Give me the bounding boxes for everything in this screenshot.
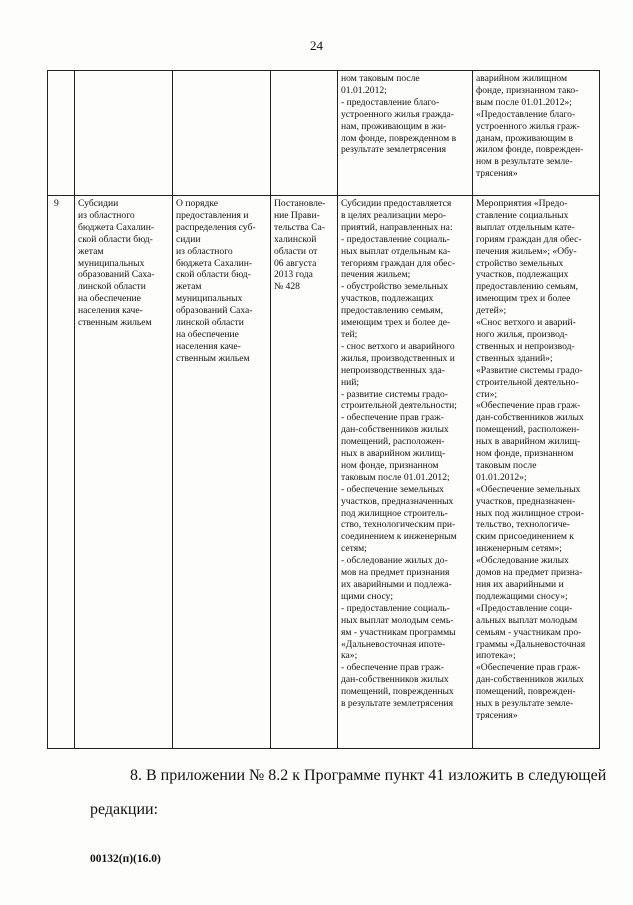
cell-text-line: Мероприятия «Предо- — [476, 198, 568, 209]
cell-text-line: граммы «Дальневосточная — [476, 638, 586, 650]
cell-text-line: - предоставление социаль- — [341, 602, 450, 614]
cell-text-line: выплат отдельным кате- — [476, 221, 575, 233]
cell-text-line: участков, подлежащих — [476, 269, 569, 281]
cell-text-line: «Обследование жилых — [476, 555, 569, 567]
cell-text-line: из областного — [176, 245, 233, 257]
cell-text-line: гориям граждан для обес- — [476, 233, 582, 245]
cell-text-line: 01.01.2012; — [341, 84, 387, 96]
cell-text-line: линской области — [176, 317, 244, 329]
cell-text-line: предоставления и — [176, 209, 249, 221]
cell-text-line: жетам — [78, 245, 104, 257]
cell-text-line: помещений, расположен- — [476, 424, 580, 436]
cell-text-line: дан-собственников жилых — [476, 674, 584, 686]
cell-text-line: «Предоставление соци- — [476, 602, 573, 614]
cell-text-line: О порядке — [176, 198, 219, 209]
cell-text-line: в результате землетрясения — [341, 698, 454, 710]
cell-text-line: таковым после 01.01.2012; — [341, 471, 450, 483]
cell-text-line: «Предоставление благо- — [476, 108, 576, 120]
cell-text-line: линской области — [78, 281, 146, 293]
cell-text-line: ственным жильем — [78, 317, 152, 329]
cell-text-line: мов на предмет признания — [341, 567, 450, 579]
cell-text-line: образований Саха- — [78, 269, 155, 281]
cell-text-line: нам, проживающим в жи- — [341, 120, 447, 132]
cell-text-line: ственных зданий»; — [476, 352, 553, 364]
cell-text-line: ка»; — [341, 650, 358, 662]
cell-text-line: ных в результате земле- — [476, 698, 574, 710]
cell-text-line: - развитие системы градо- — [341, 388, 448, 400]
cell-text-line: ской области бюд- — [78, 233, 153, 245]
cell-text-line: ного жилья, производ- — [476, 328, 568, 340]
program-table — [47, 70, 600, 749]
cell-text-line: устроенного жилья граж- — [476, 120, 580, 132]
cell-text-line: Субсидии предоставляется — [341, 198, 452, 209]
cell-text-line: «Развитие системы градо- — [476, 364, 583, 376]
cell-text-line: дан-собственников жилых — [341, 424, 449, 436]
cell-text-line: Постановле- — [274, 198, 326, 209]
cell-text-line: тельства Са- — [274, 221, 325, 233]
cell-text-line: на обеспечение — [176, 328, 239, 340]
cell-text-line: ния их аварийными и — [476, 579, 564, 590]
cell-text-line: населения каче- — [176, 340, 241, 352]
cell-text-line: ние Прави- — [274, 209, 320, 221]
row-number-cell: 9 — [48, 196, 75, 749]
cell-text-line: муниципальных — [78, 257, 145, 269]
cell-text-line: - обеспечение прав граж- — [341, 412, 444, 424]
cell-text-line: устроенного жилья гражда- — [341, 108, 454, 120]
cell-text-line: трясения» — [476, 709, 518, 721]
cell-text-line: участков, предназначен- — [476, 495, 576, 507]
cell-text-line: ных выплат молодым семь- — [341, 614, 454, 626]
page-number: 24 — [310, 38, 323, 53]
cell-text-line: распределения суб- — [176, 221, 256, 233]
cell-text-line: Субсидии — [78, 198, 119, 209]
purpose-cell — [338, 71, 473, 196]
cell-text-line: ном в результате земле- — [476, 156, 573, 168]
cell-text-line: жетам — [176, 281, 202, 293]
cell-text-line: бюджета Сахалин- — [176, 257, 253, 269]
cell-text-line: - обеспечение земельных — [341, 483, 444, 495]
cell-text-line: семьям - участникам про- — [476, 626, 582, 638]
table-row — [48, 71, 600, 196]
cell-text-line: альных выплат молодым — [476, 614, 578, 626]
cell-text-line: области от — [274, 245, 318, 257]
cell-text-line: домов на предмет призна- — [476, 567, 583, 579]
cell-text-line: сти»; — [476, 388, 498, 400]
cell-text-line: детей»; — [476, 305, 507, 317]
cell-text-line: ипотека»; — [476, 650, 516, 662]
cell-text-line: фонде, признанном тако- — [476, 84, 579, 96]
cell-text-line: дан-собственников жилых — [341, 674, 449, 686]
cell-text-line: ных под жилищное строи- — [476, 507, 584, 519]
cell-text-line: непроизводственных зда- — [341, 364, 445, 376]
cell-text-line: лом фонде, поврежденном в — [341, 132, 457, 144]
cell-text-line: ство, технологическим при- — [341, 519, 456, 531]
cell-text-line: помещений, поврежденных — [341, 686, 454, 698]
regulation-cell — [173, 71, 271, 196]
cell-text-line: приятий, направленных на: — [341, 221, 453, 233]
events-cell — [473, 71, 600, 196]
cell-text-line: стройство земельных — [476, 257, 564, 269]
cell-text-line: 2013 года — [274, 269, 313, 281]
cell-text-line: печения жильем»; «Обу- — [476, 245, 577, 257]
cell-text-line: - обеспечение прав граж- — [341, 662, 444, 674]
cell-text-line: «Обеспечение прав граж- — [476, 662, 581, 674]
cell-text-line: ям - участникам программы — [341, 626, 456, 638]
cell-text-line: «Дальневосточная ипоте- — [341, 638, 446, 650]
cell-text-line: подлежащими сносу»; — [476, 590, 568, 602]
cell-text-line: аварийном жилищном — [476, 73, 568, 84]
cell-text-line: ственных и непроизвод- — [476, 340, 575, 352]
cell-text-line: на обеспечение — [78, 293, 141, 305]
cell-text-line: предоставлению семьям, — [476, 281, 579, 293]
legal-act-cell — [271, 71, 338, 196]
regulation-cell — [173, 196, 271, 749]
cell-text-line: строительной деятельно- — [476, 376, 579, 388]
cell-text-line: ных в аварийном жилищ- — [341, 448, 446, 460]
cell-text-line: ской области бюд- — [176, 269, 251, 281]
cell-text-line: под жилищное строитель- — [341, 507, 448, 519]
cell-text-line: - обустройство земельных — [341, 281, 449, 293]
cell-text-line: соединением к инженерным — [341, 531, 457, 543]
cell-text-line: дан-собственников жилых — [476, 412, 584, 424]
cell-text-line: жилья, производственных и — [341, 352, 455, 364]
legal-act-cell — [271, 196, 338, 749]
cell-text-line: их аварийными и подлежа- — [341, 579, 452, 590]
cell-text-line: - предоставление благо- — [341, 96, 440, 108]
cell-text-line: инженерным сетям»; — [476, 543, 562, 555]
cell-text-line: участков, подлежащих — [341, 293, 434, 305]
cell-text-line: сидии — [176, 233, 201, 245]
cell-text-line: трясения» — [476, 168, 518, 180]
purpose-cell — [338, 196, 473, 749]
row-number-cell — [48, 71, 75, 196]
cell-text-line: предоставлению семьям, — [341, 305, 444, 317]
cell-text-line: имеющим трех и более де- — [341, 317, 451, 329]
table-row — [48, 196, 600, 749]
cell-text-line: тельство, технологиче- — [476, 519, 570, 531]
cell-text-line: результате землетрясения — [341, 144, 447, 156]
cell-text-line: - снос ветхого и аварийного — [341, 340, 455, 352]
cell-text-line: ных в аварийном жилищ- — [476, 436, 581, 448]
cell-text-line: ном фонде, признанном — [476, 448, 574, 460]
cell-text-line: сетям; — [341, 543, 367, 555]
paragraph-8-line-1: 8. В приложении № 8.2 к Программе пункт 41 изложить в следующей — [130, 767, 607, 784]
cell-text-line: - обследование жилых до- — [341, 555, 448, 567]
cell-text-line: ственным жильем — [176, 352, 250, 364]
cell-text-line: ных выплат отдельным ка- — [341, 245, 451, 257]
cell-text-line: печения жильем; — [341, 269, 411, 281]
cell-text-line: 01.01.2012»; — [476, 471, 527, 483]
paragraph-8 — [90, 763, 610, 823]
cell-text-line: ским присоединением к — [476, 531, 574, 543]
cell-text-line: - предоставление социаль- — [341, 233, 450, 245]
cell-text-line: тегориям граждан для обес- — [341, 257, 456, 269]
cell-text-line: «Снос ветхого и аварий- — [476, 317, 576, 329]
cell-text-line: ставление социальных — [476, 209, 569, 221]
subsidy-name-cell — [75, 71, 173, 196]
cell-text-line: 06 августа — [274, 257, 317, 269]
cell-text-line: из областного — [78, 209, 135, 221]
cell-text-line: помещений, поврежден- — [476, 686, 576, 698]
subsidy-name-cell — [75, 196, 173, 749]
cell-text-line: помещений, расположен- — [341, 436, 445, 448]
cell-text-line: строительной деятельности; — [341, 400, 457, 412]
cell-text-line: вым после 01.01.2012»; — [476, 96, 572, 108]
cell-text-line: ном таковым после — [341, 73, 420, 84]
paragraph-8-line-2: редакции: — [90, 801, 159, 818]
cell-text-line: таковым после — [476, 459, 537, 471]
events-cell — [473, 196, 600, 749]
cell-text-line: данам, проживающим в — [476, 132, 574, 144]
cell-text-line: в целях реализации меро- — [341, 209, 447, 221]
cell-text-line: «Обеспечение земельных — [476, 483, 581, 495]
cell-text-line: образований Саха- — [176, 305, 253, 317]
cell-text-line: тей; — [341, 328, 358, 340]
cell-text-line: халинской — [274, 233, 317, 245]
cell-text-line: бюджета Сахалин- — [78, 221, 155, 233]
cell-text-line: «Обеспечение прав граж- — [476, 400, 581, 412]
cell-text-line: ном фонде, признанном — [341, 459, 439, 471]
cell-text-line: участков, предназначенных — [341, 495, 454, 507]
cell-text-line: ний; — [341, 376, 360, 388]
cell-text-line: муниципальных — [176, 293, 243, 305]
document-code: 00132(п)(16.0) — [90, 853, 161, 865]
cell-text-line: населения каче- — [78, 305, 143, 317]
cell-text-line: имеющим трех и более — [476, 293, 571, 305]
cell-text-line: № 428 — [274, 281, 300, 293]
cell-text-line: щими сносу; — [341, 590, 394, 602]
cell-text-line: жилом фонде, поврежден- — [476, 144, 584, 156]
